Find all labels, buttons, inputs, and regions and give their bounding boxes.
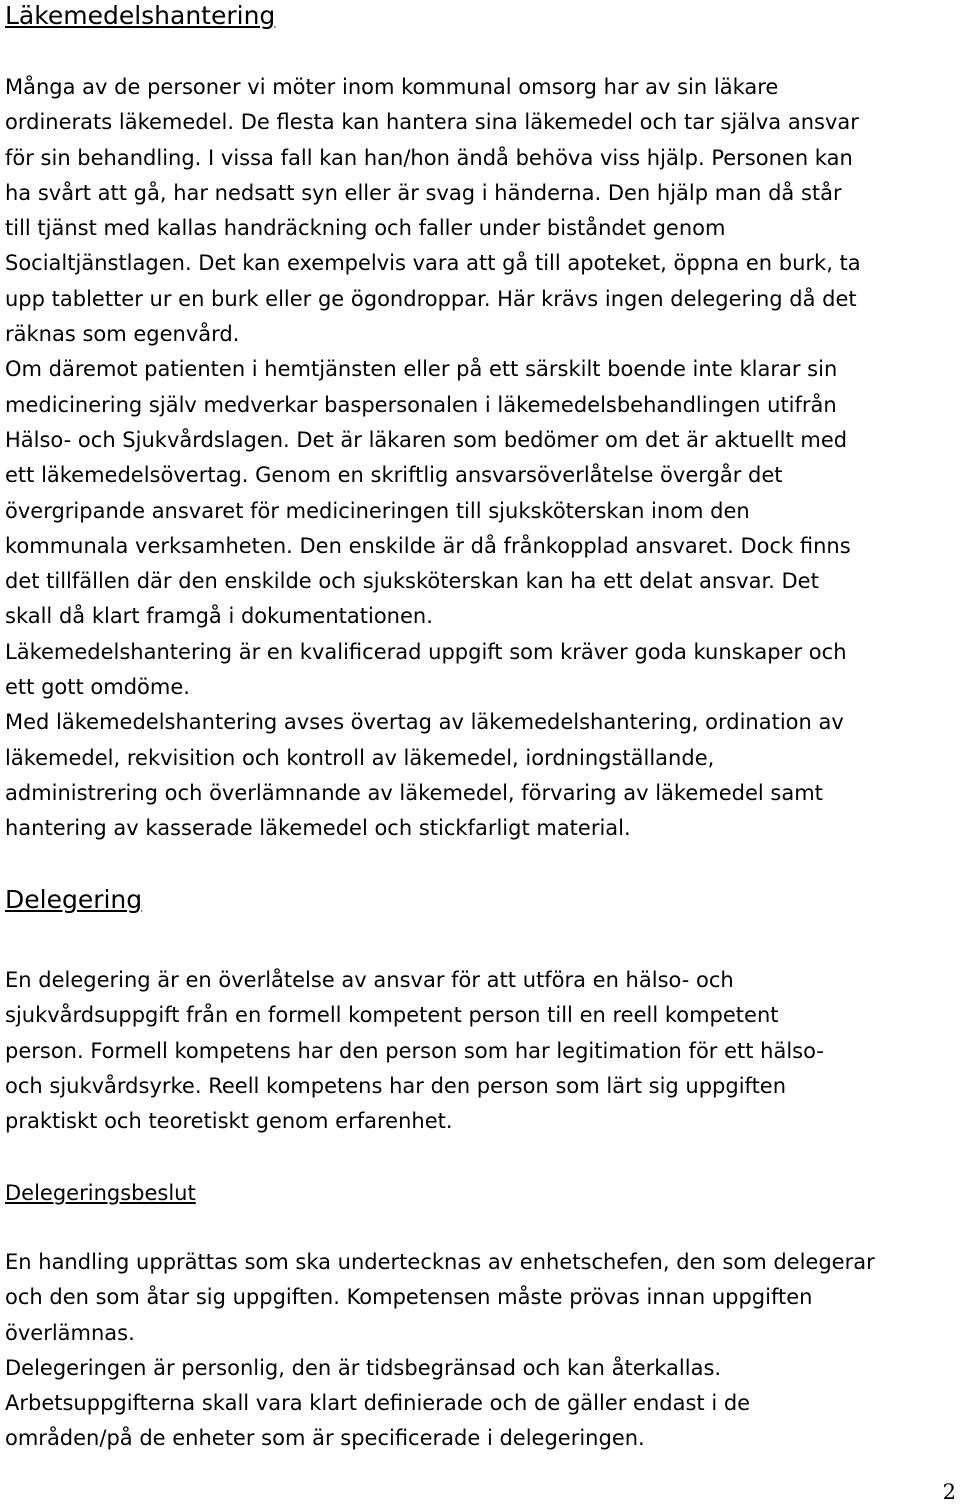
text-line: hantering av kasserade läkemedel och stickfarligt material. bbox=[5, 816, 631, 841]
text-line: medicinering själv medverkar baspersonalen i läkemedelsbehandlingen utifrån bbox=[5, 392, 837, 417]
text-line: läkemedel, rekvisition och kontroll av läkemedel, iordningställande, bbox=[5, 745, 715, 770]
text-line: till tjänst med kallas handräckning och faller under biståndet genom bbox=[5, 216, 726, 241]
text-line: administrering och överlämnande av läkemedel, förvaring av läkemedel samt bbox=[5, 780, 823, 805]
paragraph-lakemedelshantering bbox=[5, 70, 955, 847]
text-line: ett gott omdöme. bbox=[5, 675, 190, 700]
text-line: och sjukvårdsyrke. Reell kompetens har den person som lärt sig uppgiften bbox=[5, 1073, 787, 1098]
text-line: En delegering är en överlåtelse av ansvar för att utföra en hälso- och bbox=[5, 968, 734, 992]
text-line: Många av de personer vi möter inom kommunal omsorg har av sin läkare bbox=[5, 75, 779, 99]
text-line: överlämnas. bbox=[5, 1320, 135, 1345]
text-line: Socialtjänstlagen. Det kan exempelvis vara att gå till apoteket, öppna en burk, ta bbox=[5, 251, 861, 276]
text-line: person. Formell kompetens har den person som har legitimation för ett hälso- bbox=[5, 1038, 824, 1063]
text-line: det tillfällen där den enskilde och sjuksköterskan kan ha ett delat ansvar. Det bbox=[5, 569, 819, 594]
text-line: sjukvårdsuppgift från en formell kompetent person till en reell kompetent bbox=[5, 1003, 779, 1028]
text-line: och den som åtar sig uppgiften. Kompetensen måste prövas innan uppgiften bbox=[5, 1285, 813, 1310]
text-line: ordinerats läkemedel. De flesta kan hantera sina läkemedel och tar själva ansvar bbox=[5, 110, 859, 135]
text-line: skall då klart framgå i dokumentationen. bbox=[5, 604, 433, 629]
section-heading-lakemedelshantering: Läkemedelshantering bbox=[5, 1, 276, 30]
text-line: En handling upprättas som ska undertecknas av enhetschefen, den som delegerar bbox=[5, 1250, 875, 1274]
text-line: Med läkemedelshantering avses övertag av läkemedelshantering, ordination av bbox=[5, 710, 844, 735]
text-line: områden/på de enheter som är specificerade i delegeringen. bbox=[5, 1426, 645, 1451]
text-line: Om däremot patienten i hemtjänsten eller på ett särskilt boende inte klarar sin bbox=[5, 357, 838, 382]
text-line: Hälso- och Sjukvårdslagen. Det är läkaren som bedömer om det är aktuellt med bbox=[5, 427, 848, 452]
paragraph-delegeringsbeslut bbox=[5, 1245, 955, 1457]
text-line: upp tabletter ur en burk eller ge ögondroppar. Här krävs ingen delegering då det bbox=[5, 286, 857, 311]
page-number: 2 bbox=[942, 1480, 956, 1504]
text-line: Delegeringen är personlig, den är tidsbegränsad och kan återkallas. bbox=[5, 1355, 722, 1380]
text-line: för sin behandling. I vissa fall kan han/hon ändå behöva viss hjälp. Personen kan bbox=[5, 145, 853, 170]
paragraph-delegering bbox=[5, 963, 955, 1139]
text-line: ett läkemedelsövertag. Genom en skriftlig ansvarsöverlåtelse övergår det bbox=[5, 463, 783, 488]
text-line: praktiskt och teoretiskt genom erfarenhet. bbox=[5, 1109, 453, 1134]
section-heading-delegering: Delegering bbox=[5, 885, 143, 914]
text-line: räknas som egenvård. bbox=[5, 322, 240, 347]
text-line: ha svårt att gå, har nedsatt syn eller är svag i händerna. Den hjälp man då står bbox=[5, 180, 842, 205]
text-line: Arbetsuppgifterna skall vara klart definierade och de gäller endast i de bbox=[5, 1391, 751, 1416]
section-heading-delegeringsbeslut: Delegeringsbeslut bbox=[5, 1181, 196, 1205]
text-line: kommunala verksamheten. Den enskilde är då frånkopplad ansvaret. Dock finns bbox=[5, 533, 851, 558]
text-line: övergripande ansvaret för medicineringen till sjuksköterskan inom den bbox=[5, 498, 750, 523]
text-line: Läkemedelshantering är en kvalificerad uppgift som kräver goda kunskaper och bbox=[5, 639, 847, 664]
